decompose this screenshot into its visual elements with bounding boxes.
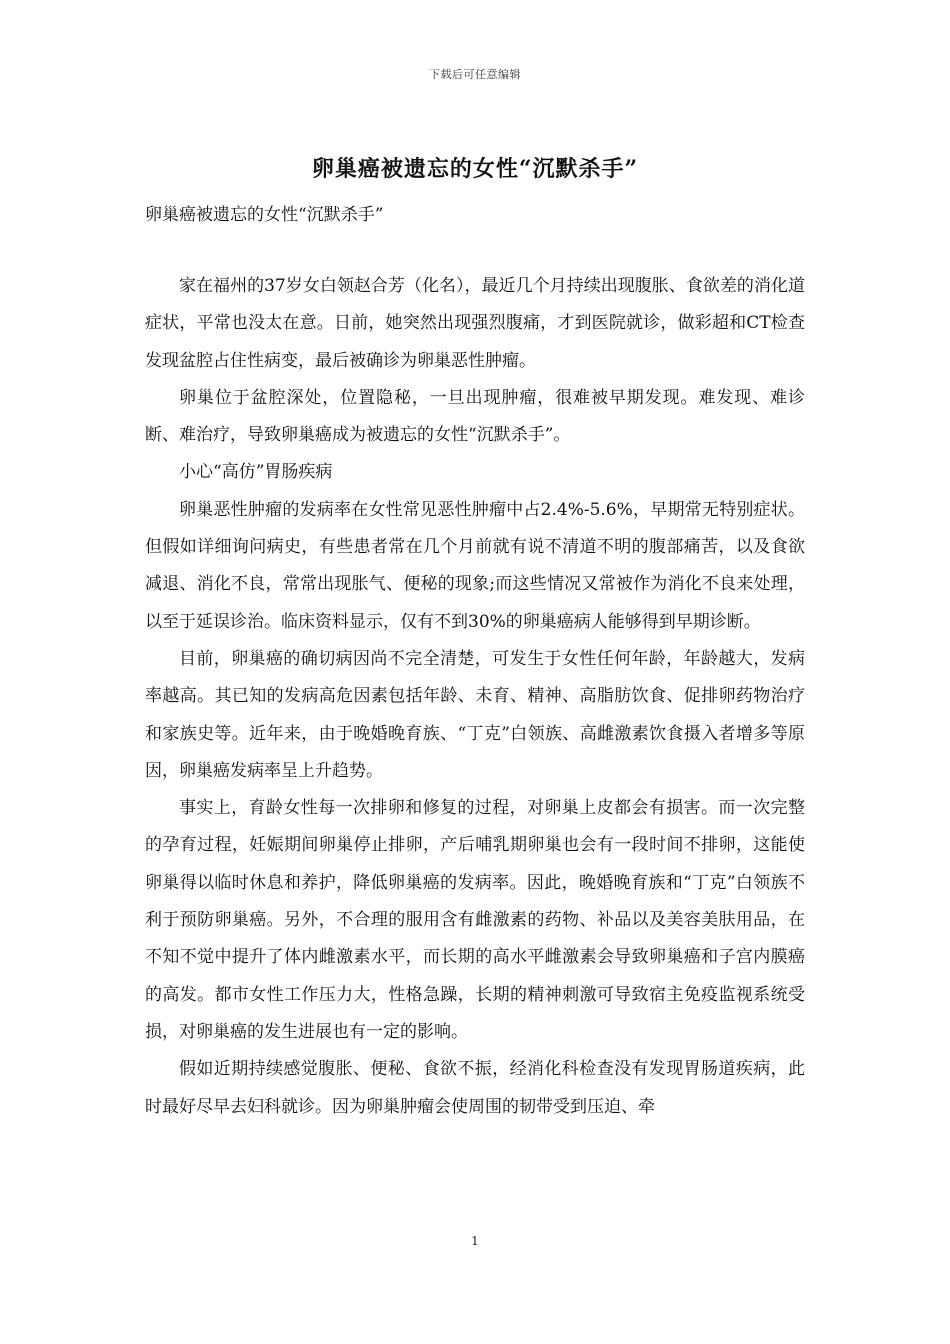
paragraph: 目前，卵巢癌的确切病因尚不完全清楚，可发生于女性任何年龄，年龄越大，发病率越高。其已知的发病高危因素包括年龄、未育、精神、高脂肪饮食、促排卵药物治疗和家族史等。近年来，由于晚婚晚育族、“丁克”白领族、高雌激素饮食摄入者增多等原因，卵巢癌发病率呈上升趋势。	[145, 648, 805, 781]
paragraph: 家在福州的37岁女白领赵合芳（化名），最近几个月持续出现腹胀、食欲差的消化道症状，平常也没太在意。日前，她突然出现强烈腹痛，才到医院就诊，做彩超和CT检查发现盆腔占住性病变，最后被确诊为卵巢恶性肿瘤。	[145, 276, 805, 371]
paragraph: 卵巢位于盆腔深处，位置隐秘，一旦出现肿瘤，很难被早期发现。难发现、难诊断、难治疗，导致卵巢癌成为被遗忘的女性“沉默杀手”。	[145, 387, 805, 446]
page-number: 1	[471, 1234, 479, 1248]
document-body	[145, 268, 805, 1126]
paragraph: 假如近期持续感觉腹胀、便秘、食欲不振，经消化科检查没有发现胃肠道疾病，此时最好尽早去妇科就诊。因为卵巢肿瘤会使周围的韧带受到压迫、牵	[145, 1059, 805, 1117]
page-header-note: 下载后可任意编辑	[429, 68, 521, 81]
document-subtitle: 卵巢癌被遗忘的女性“沉默杀手”	[145, 205, 384, 225]
section-heading: 小心“高仿”胃肠疾病	[179, 462, 333, 483]
paragraph: 事实上，育龄女性每一次排卵和修复的过程，对卵巢上皮都会有损害。而一次完整的孕育过程，妊娠期间卵巢停止排卵，产后哺乳期卵巢也会有一段时间不排卵，这能使卵巢得以临时休息和养护，降低卵巢癌的发病率。因此，晚婚晚育族和“丁克”白领族不利于预防卵巢癌。另外，不合理的服用含有雌激素的药物、补品以及美容美肤用品，在不知不觉中提升了体内雌激素水平，而长期的高水平雌激素会导致卵巢癌和子宫内膜癌的高发。都市女性工作压力大，性格急躁，长期的精神刺激可导致宿主免疫监视系统受损，对卵巢癌的发生进展也有一定的影响。	[145, 798, 805, 1042]
document-title: 卵巢癌被遗忘的女性“沉默杀手”	[311, 156, 639, 182]
paragraph: 卵巢恶性肿瘤的发病率在女性常见恶性肿瘤中占2.4%-5.6%，早期常无特别症状。但假如详细询问病史，有些患者常在几个月前就有说不清道不明的腹部痛苦，以及食欲减退、消化不良，常常出现胀气、便秘的现象;而这些情况又常被作为消化不良来处理，以至于延误诊治。临床资料显示，仅有不到30%的卵巢癌病人能够得到早期诊断。	[145, 499, 805, 632]
